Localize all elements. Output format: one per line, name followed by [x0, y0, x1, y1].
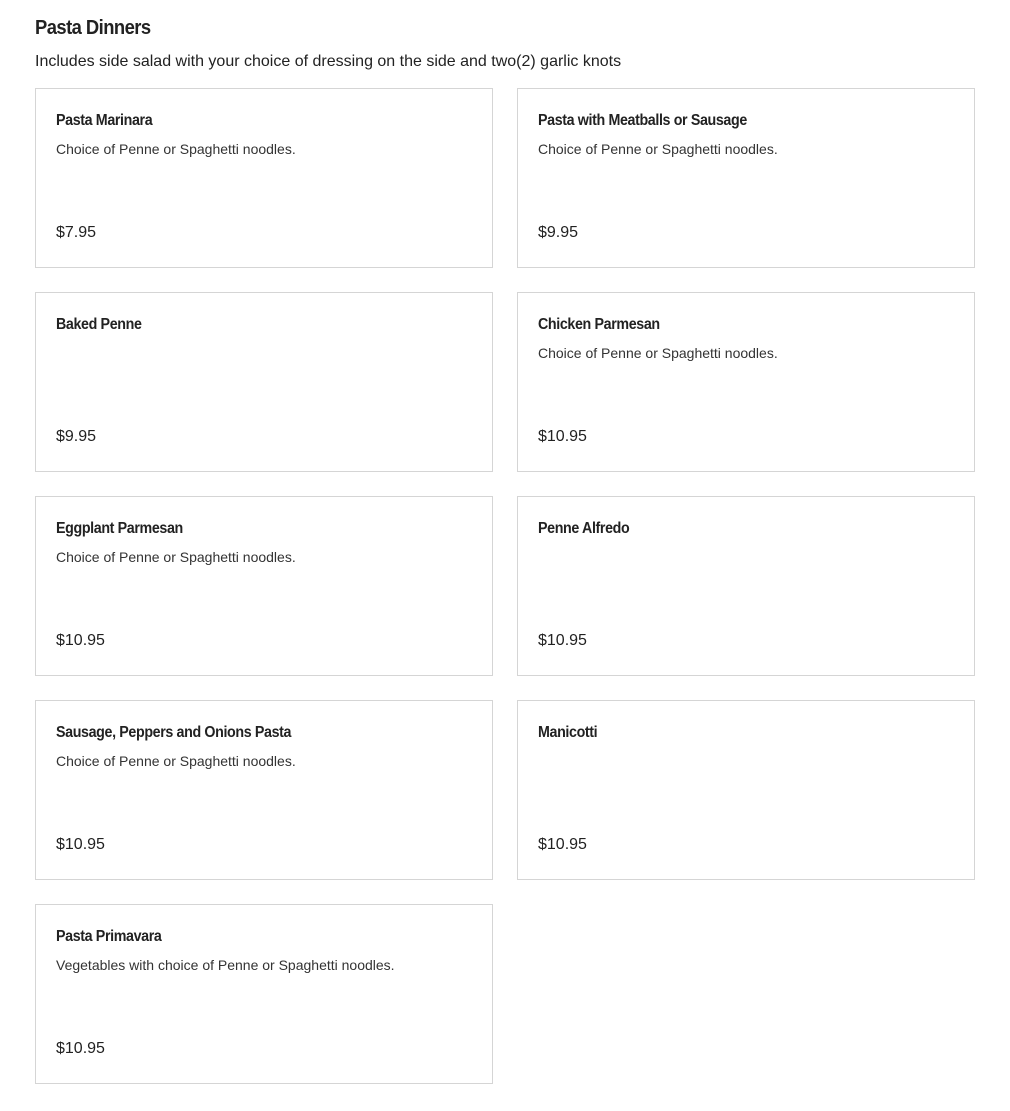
section-subtitle: Includes side salad with your choice of dressing on the side and two(2) garlic knots	[35, 53, 622, 70]
menu-item-card-baked-penne[interactable]	[35, 292, 493, 472]
menu-item-name: Pasta Marinara	[56, 112, 153, 129]
menu-item-name: Penne Alfredo	[538, 520, 630, 537]
menu-item-name: Chicken Parmesan	[538, 316, 660, 333]
menu-item-description: Choice of Penne or Spaghetti noodles.	[56, 141, 296, 157]
menu-item-price: $10.95	[538, 836, 587, 853]
menu-item-name: Sausage, Peppers and Onions Pasta	[56, 724, 292, 741]
menu-item-name: Manicotti	[538, 724, 598, 741]
menu-item-description: Choice of Penne or Spaghetti noodles.	[56, 549, 296, 565]
menu-item-card-sausage-peppers-and-onions-pasta[interactable]	[35, 700, 493, 880]
menu-item-price: $9.95	[538, 224, 579, 241]
section-title: Pasta Dinners	[35, 17, 151, 39]
menu-item-name: Pasta with Meatballs or Sausage	[538, 112, 747, 129]
menu-item-name: Eggplant Parmesan	[56, 520, 183, 537]
menu-item-card-pasta-primavara[interactable]	[35, 904, 493, 1084]
menu-item-card-eggplant-parmesan[interactable]	[35, 496, 493, 676]
menu-item-card-pasta-marinara[interactable]	[35, 88, 493, 268]
menu-item-card-chicken-parmesan[interactable]	[517, 292, 975, 472]
menu-item-name: Pasta Primavara	[56, 928, 162, 945]
menu-item-description: Choice of Penne or Spaghetti noodles.	[538, 345, 778, 361]
menu-item-description: Choice of Penne or Spaghetti noodles.	[56, 753, 296, 769]
menu-item-price: $7.95	[56, 224, 97, 241]
menu-item-card-penne-alfredo[interactable]	[517, 496, 975, 676]
menu-item-price: $10.95	[56, 1040, 105, 1057]
menu-item-price: $9.95	[56, 428, 97, 445]
menu-item-name: Baked Penne	[56, 316, 142, 333]
menu-item-price: $10.95	[538, 428, 587, 445]
menu-item-description: Vegetables with choice of Penne or Spaghetti noodles.	[56, 957, 395, 973]
menu-item-price: $10.95	[56, 836, 105, 853]
menu-item-price: $10.95	[56, 632, 105, 649]
menu-item-description: Choice of Penne or Spaghetti noodles.	[538, 141, 778, 157]
menu-item-card-manicotti[interactable]	[517, 700, 975, 880]
menu-item-card-pasta-with-meatballs-or-sausage[interactable]	[517, 88, 975, 268]
menu-items-grid	[35, 88, 975, 1084]
menu-item-price: $10.95	[538, 632, 587, 649]
